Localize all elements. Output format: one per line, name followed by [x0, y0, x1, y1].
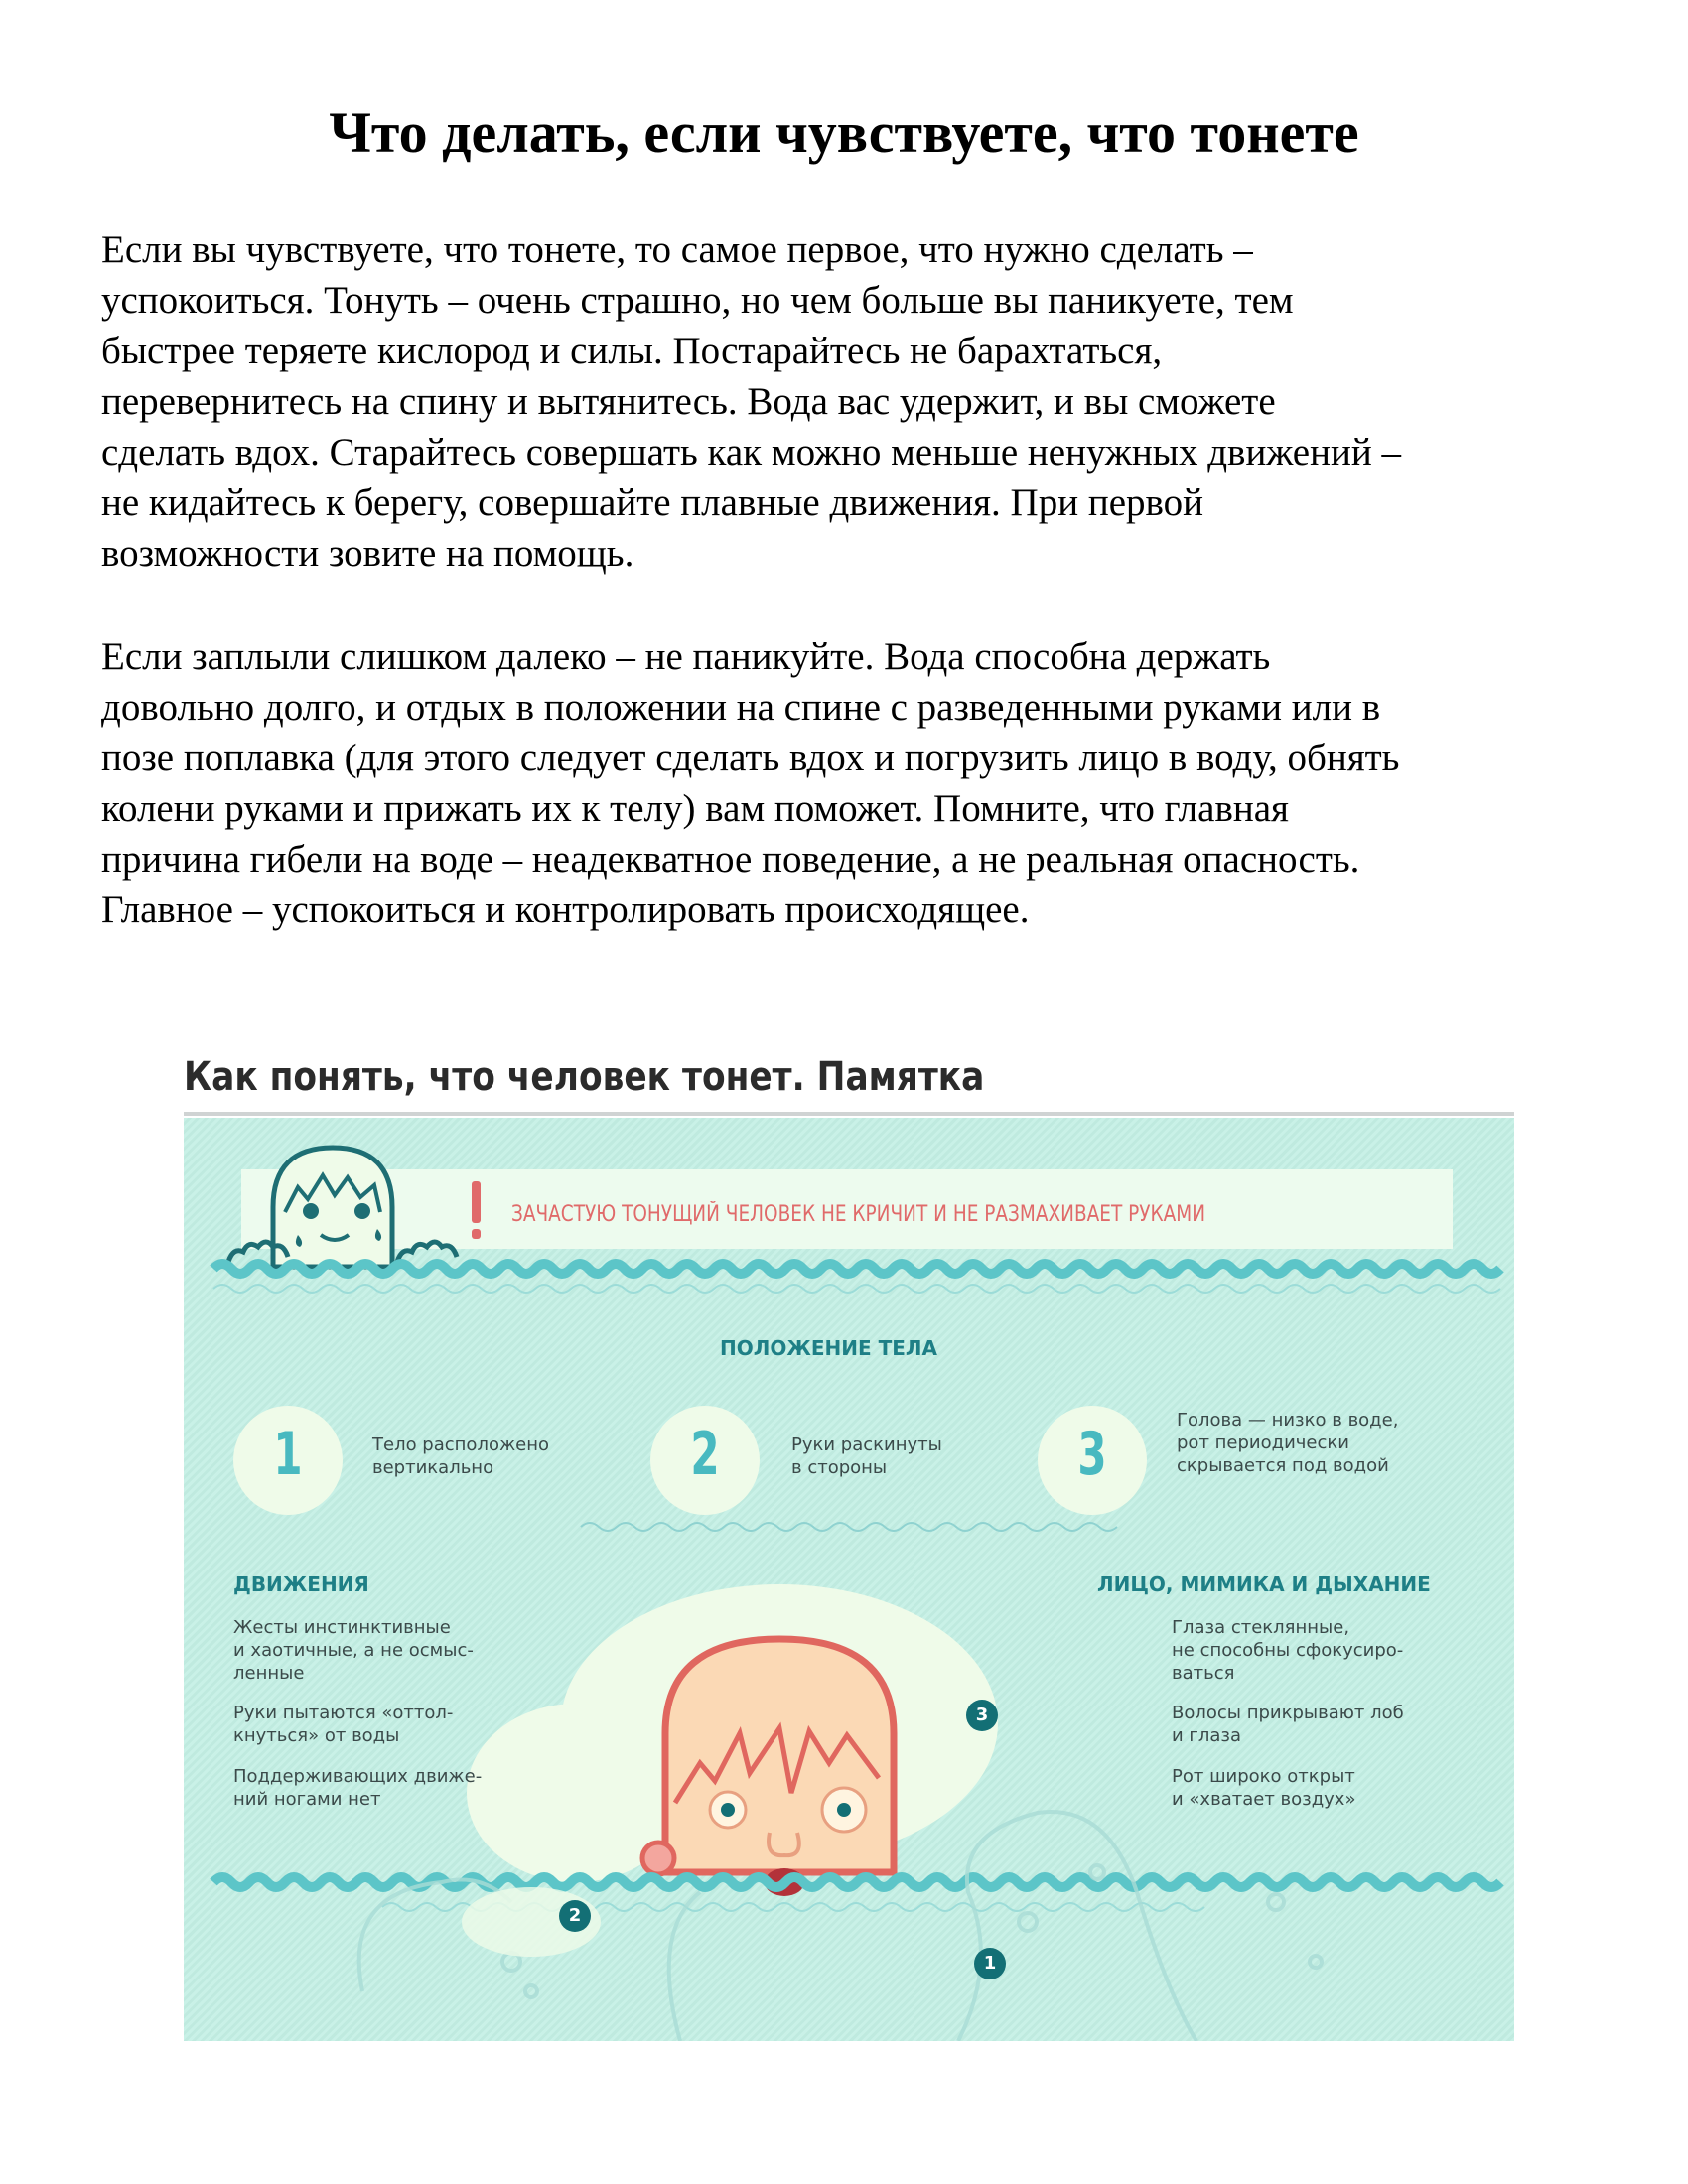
face-item: Глаза стеклянные, не способны сфокусиро- ваться [1172, 1617, 1404, 1684]
paragraph-line: колени руками и прижать их к телу) вам поможет. Помните, что главная [101, 787, 1289, 830]
paragraph-2 [101, 631, 1611, 935]
face-item: Волосы прикрывают лоб и глаза [1172, 1703, 1404, 1746]
document-title: Что делать, если чувствуете, что тонете [329, 100, 1359, 165]
marker-badge-2: 2 [559, 1900, 591, 1932]
paragraph-line: Главное – успокоиться и контролировать происходящее. [101, 888, 1030, 931]
alert-text: ЗАЧАСТУЮ ТОНУЩИЙ ЧЕЛОВЕК НЕ КРИЧИТ И НЕ РАЗМАХИВАЕТ РУКАМИ [511, 1202, 1206, 1227]
paragraph-line: Если вы чувствуете, что тонете, то самое первое, что нужно сделать – [101, 228, 1253, 271]
paragraph-line: не кидайтесь к берегу, совершайте плавные движения. При первой [101, 481, 1204, 524]
paragraph-line: причина гибели на воде – неадекватное поведение, а не реальная опасность. [101, 838, 1360, 881]
wave-line-thin [581, 1523, 1117, 1531]
paragraph-line: успокоиться. Тонуть – очень страшно, но чем больше вы паникуете, тем [101, 279, 1294, 322]
face-item: Рот широко открыт и «хватает воздух» [1172, 1766, 1356, 1810]
paragraph-line: Если заплыли слишком далеко – не паникуйте. Вода способна держать [101, 635, 1271, 678]
marker-badge-1: 1 [974, 1948, 1006, 1979]
paragraph-line: довольно долго, и отдых в положении на спине с разведенными руками или в [101, 686, 1381, 729]
paragraph-line: возможности зовите на помощь. [101, 532, 634, 575]
infographic-divider [184, 1112, 1514, 1116]
exclamation-icon [472, 1181, 481, 1223]
infographic-title: Как понять, что человек тонет. Памятка [184, 1054, 985, 1100]
face-heading: ЛИЦО, МИМИКА И ДЫХАНИЕ [1097, 1572, 1431, 1596]
marker-badge-3: 3 [966, 1700, 998, 1731]
position-text-2: Руки раскинуты в стороны [791, 1434, 942, 1478]
wave-line [213, 1877, 1500, 1887]
paragraph-line: сделать вдох. Старайтесь совершать как можно меньше ненужных движений – [101, 431, 1401, 474]
movements-heading: ДВИЖЕНИЯ [233, 1572, 369, 1596]
infographic [184, 1118, 1514, 2041]
movement-item: Руки пытаются «оттол- кнуться» от воды [233, 1703, 454, 1746]
position-number-2: 2 [650, 1406, 760, 1515]
wave-line [213, 1264, 1500, 1274]
body-position-heading: ПОЛОЖЕНИЕ ТЕЛА [720, 1336, 937, 1360]
paragraph-line: перевернитесь на спину и вытянитесь. Вода вас удержит, и вы сможете [101, 380, 1276, 423]
position-text-3: Голова — низко в воде, рот периодически скрывается под водой [1177, 1410, 1399, 1476]
paragraph-line: позе поплавка (для этого следует сделать вдох и погрузить лицо в воду, обнять [101, 737, 1400, 779]
drowning-person-illustration [642, 1639, 894, 1896]
position-number-1: 1 [233, 1406, 343, 1515]
paragraph-1 [101, 224, 1611, 579]
position-number-3: 3 [1038, 1406, 1147, 1515]
paragraph-line: быстрее теряете кислород и силы. Постарайтесь не барахтаться, [101, 330, 1163, 372]
wave-line-thin [213, 1285, 1500, 1293]
movement-item: Поддерживающих движе- ний ногами нет [233, 1766, 483, 1810]
movement-item: Жесты инстинктивные и хаотичные, а не осмыс- ленные [233, 1617, 474, 1684]
position-text-1: Тело расположено вертикально [372, 1434, 550, 1478]
